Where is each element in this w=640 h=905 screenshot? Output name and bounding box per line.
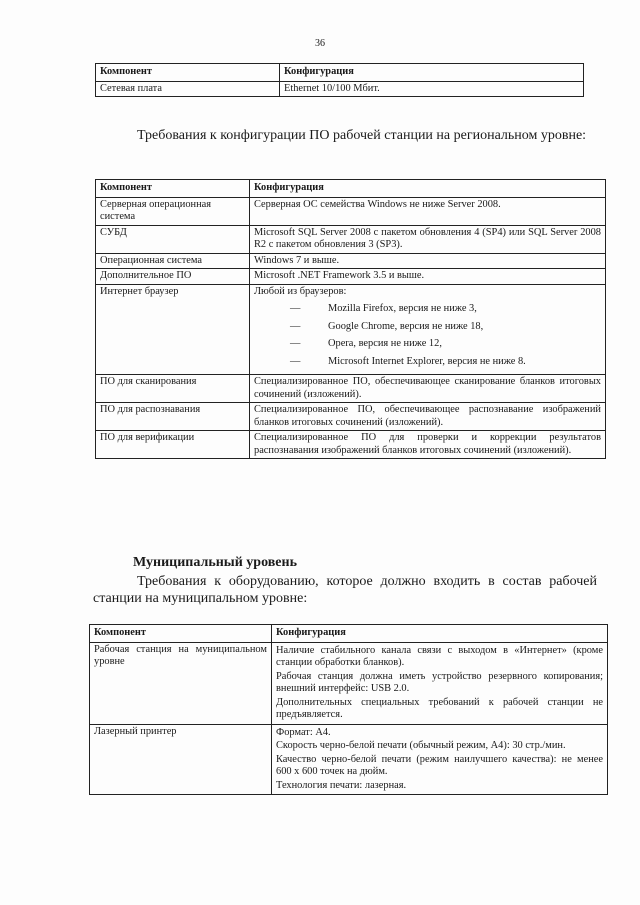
list-item [290, 338, 601, 351]
page-number: 36 [315, 38, 325, 49]
component-cell: Дополнительное ПО [96, 269, 250, 285]
regional-software-paragraph [93, 127, 597, 144]
table-row [96, 431, 606, 459]
config-cell [250, 284, 606, 375]
component-cell: ПО для распознавания [96, 403, 250, 431]
component-cell: ПО для верификации [96, 431, 250, 459]
list-item [290, 303, 601, 316]
paragraph-text: Требования к оборудованию, которое должно входить в состав рабочей станции на муниципальном уровне: [93, 574, 597, 606]
config-cell: Специализированное ПО, обеспечивающее распознавание изображений бланков итоговых сочинений (изложений). [250, 403, 606, 431]
table-row [90, 642, 608, 724]
table-row [96, 253, 606, 269]
config-line: Технология печати: лазерная. [276, 779, 407, 791]
table-row [96, 81, 584, 97]
dash-mark: — [290, 303, 301, 314]
table-row [96, 403, 606, 431]
config-cell: Windows 7 и выше. [250, 253, 606, 269]
list-item [290, 356, 601, 369]
browser-name: Mozilla Firefox, версия не ниже 3, [328, 303, 477, 314]
table-row [96, 197, 606, 225]
config-cell: Серверная ОС семейства Windows не ниже Server 2008. [250, 197, 606, 225]
config-cell: Microsoft SQL Server 2008 с пакетом обновления 4 (SP4) или SQL Server 2008 R2 с пакетом обновления 3 (SP3). [250, 225, 606, 253]
config-cell: Специализированное ПО для проверки и коррекции результатов распознавания изображений бланков итоговых сочинений (изложений). [250, 431, 606, 459]
dash-mark: — [290, 355, 301, 367]
column-header-component: Компонент [96, 180, 250, 198]
municipal-level-heading: Муниципальный уровень [133, 555, 297, 570]
column-header-component: Компонент [90, 625, 272, 643]
config-cell: Microsoft .NET Framework 3.5 и выше. [250, 269, 606, 285]
table-row [96, 225, 606, 253]
table-header-row [96, 64, 584, 82]
table-header-row [90, 625, 608, 643]
browser-name: Opera, версия не ниже 12, [328, 338, 442, 349]
component-cell: СУБД [96, 225, 250, 253]
municipal-hardware-table [89, 624, 608, 795]
config-line: Наличие стабильного канала связи с выходом в «Интернет» (кроме станции обработки бланков). [276, 644, 603, 668]
browsers-intro: Любой из браузеров: [254, 285, 347, 297]
column-header-component: Компонент [96, 64, 280, 82]
config-line: Рабочая станция должна иметь устройство резервного копирования; внешний интерфейс: USB 2.0. [276, 670, 603, 694]
component-cell: Лазерный принтер [90, 724, 272, 795]
component-cell: ПО для сканирования [96, 375, 250, 403]
component-cell: Операционная система [96, 253, 250, 269]
table-row [96, 269, 606, 285]
config-cell: Специализированное ПО, обеспечивающее сканирование бланков итоговых сочинений (изложений). [250, 375, 606, 403]
component-cell: Сетевая плата [96, 81, 280, 97]
network-card-table [95, 63, 584, 97]
browser-name: Microsoft Internet Explorer, версия не ниже 8. [328, 355, 526, 367]
column-header-configuration: Конфигурация [250, 180, 606, 198]
config-line: Формат: А4. [276, 726, 331, 738]
config-cell: Ethernet 10/100 Мбит. [280, 81, 584, 97]
config-line: Дополнительных специальных требований к рабочей станции не предъявляется. [276, 696, 603, 720]
dash-mark: — [290, 320, 301, 332]
list-item [290, 321, 601, 334]
component-cell: Рабочая станция на муниципальном уровне [90, 642, 272, 724]
table-row [90, 724, 608, 795]
table-row [96, 375, 606, 403]
config-cell [272, 642, 608, 724]
regional-software-table [95, 179, 606, 459]
municipal-hardware-paragraph [93, 573, 597, 607]
browser-list [254, 303, 601, 368]
table-row [96, 284, 606, 375]
column-header-configuration: Конфигурация [280, 64, 584, 82]
paragraph-text: Требования к конфигурации ПО рабочей станции на региональном уровне: [137, 128, 587, 143]
column-header-configuration: Конфигурация [272, 625, 608, 643]
component-cell: Интернет браузер [96, 284, 250, 375]
config-cell [272, 724, 608, 795]
dash-mark: — [290, 338, 301, 349]
config-line: Качество черно-белой печати (режим наилучшего качества): не менее 600 x 600 точек на дюйм. [276, 753, 603, 777]
component-cell: Серверная операционная система [96, 197, 250, 225]
browser-name: Google Chrome, версия не ниже 18, [328, 320, 484, 332]
table-header-row [96, 180, 606, 198]
config-line: Скорость черно-белой печати (обычный режим, А4): 30 стр./мин. [276, 740, 566, 751]
